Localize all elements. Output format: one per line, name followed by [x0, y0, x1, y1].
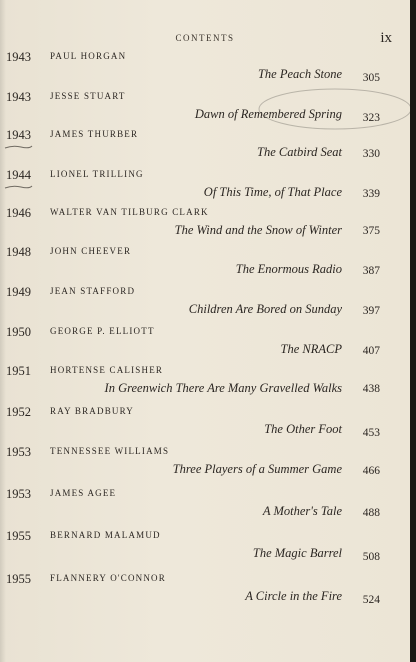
contents-entry	[0, 572, 410, 612]
entry-title: A Circle in the Fire	[245, 589, 342, 603]
page-header-title: CONTENTS	[175, 33, 235, 43]
entry-page-number: 323	[362, 112, 380, 124]
contents-entry	[0, 487, 410, 527]
entry-title: The Wind and the Snow of Winter	[174, 223, 342, 237]
entry-title: A Mother's Tale	[262, 504, 342, 518]
entry-title: The Enormous Radio	[235, 262, 342, 276]
entry-year: 1949	[6, 285, 31, 299]
entry-year: 1950	[6, 325, 31, 339]
contents-entry	[0, 285, 410, 325]
pencil-underline-mark	[3, 144, 33, 150]
entry-author: JESSE STUART	[50, 91, 126, 101]
entry-year: 1955	[6, 572, 31, 586]
entry-author: JOHN CHEEVER	[50, 246, 132, 256]
entry-year: 1944	[6, 168, 31, 182]
contents-entry	[0, 245, 410, 285]
entry-year: 1943	[6, 50, 31, 64]
entry-title: Children Are Bored on Sunday	[188, 302, 342, 316]
entry-year: 1948	[6, 245, 31, 259]
entry-author: LIONEL TRILLING	[50, 169, 144, 179]
pencil-underline-mark	[3, 184, 33, 190]
pencil-underline-stroke	[5, 146, 32, 148]
entry-author: JAMES THURBER	[50, 129, 139, 139]
entry-page-number: 466	[362, 465, 380, 477]
entry-year: 1952	[6, 405, 31, 419]
entry-page-number: 375	[362, 225, 380, 237]
entry-page-number: 330	[362, 148, 380, 160]
entry-author: JEAN STAFFORD	[50, 286, 136, 296]
entry-title: Dawn of Remembered Spring	[194, 107, 342, 121]
contents-entry	[0, 325, 410, 365]
entry-page-number: 524	[362, 594, 380, 606]
page-number: ix	[380, 30, 392, 46]
entry-title: The Other Foot	[264, 422, 342, 436]
entry-year: 1943	[6, 128, 31, 142]
entry-year: 1953	[6, 487, 31, 501]
entry-title: Three Players of a Summer Game	[172, 462, 342, 476]
entry-page-number: 508	[362, 551, 380, 563]
entry-author: FLANNERY O'CONNOR	[50, 573, 166, 583]
entry-author: RAY BRADBURY	[50, 406, 135, 416]
entry-year: 1953	[6, 445, 31, 459]
entry-page-number: 387	[362, 265, 380, 277]
entry-title: In Greenwich There Are Many Gravelled Walks	[104, 381, 342, 395]
entry-page-number: 397	[362, 305, 380, 317]
entry-title: The Peach Stone	[257, 67, 342, 81]
entry-title: Of This Time, of That Place	[203, 185, 342, 199]
entry-year: 1943	[6, 90, 31, 104]
contents-entry	[0, 168, 410, 208]
entry-title: The Magic Barrel	[252, 546, 342, 560]
entry-year: 1951	[6, 364, 31, 378]
entry-author: JAMES AGEE	[50, 488, 117, 498]
contents-entry	[0, 128, 410, 168]
contents-entry	[0, 529, 410, 569]
contents-entry	[0, 90, 410, 130]
contents-entry	[0, 206, 410, 246]
entry-page-number: 438	[362, 383, 380, 395]
entry-page-number: 488	[362, 507, 380, 519]
entry-title: The NRACP	[280, 342, 342, 356]
entry-author: PAUL HORGAN	[50, 51, 127, 61]
entry-year: 1946	[6, 206, 31, 220]
entry-page-number: 339	[362, 188, 380, 200]
entry-author: GEORGE P. ELLIOTT	[50, 326, 155, 336]
pencil-underline-stroke	[5, 186, 32, 188]
entry-author: WALTER VAN TILBURG CLARK	[50, 207, 209, 217]
entry-author: TENNESSEE WILLIAMS	[50, 446, 170, 456]
entry-year: 1955	[6, 529, 31, 543]
entry-page-number: 305	[362, 72, 380, 84]
contents-entry	[0, 364, 410, 404]
entry-author: HORTENSE CALISHER	[50, 365, 164, 375]
entry-page-number: 453	[362, 427, 380, 439]
contents-entry	[0, 405, 410, 445]
contents-entry	[0, 50, 410, 90]
contents-entry	[0, 445, 410, 485]
entry-title: The Catbird Seat	[257, 145, 342, 159]
entry-page-number: 407	[362, 345, 380, 357]
entry-author: BERNARD MALAMUD	[50, 530, 161, 540]
